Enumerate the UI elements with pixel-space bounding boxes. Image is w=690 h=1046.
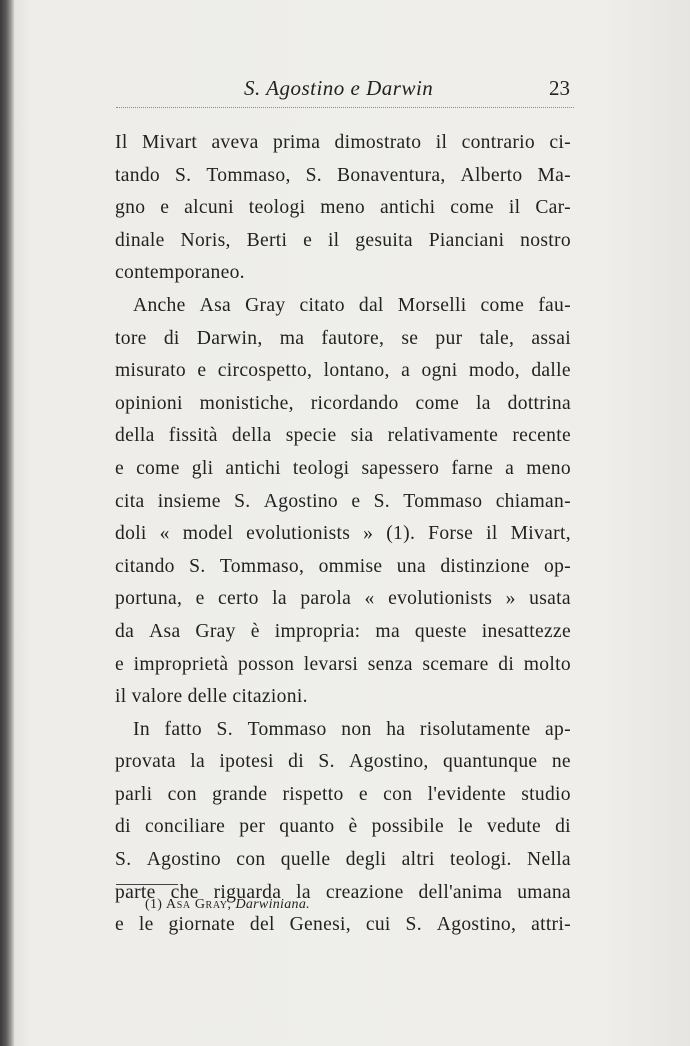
- text-line: opinioni monistiche, ricordando come la dottrina: [115, 392, 571, 414]
- body-text: [115, 127, 571, 942]
- text-line: gno e alcuni teologi meno antichi come il Car-: [115, 197, 571, 219]
- text-line: e le giornate del Genesi, cui S. Agostino, attri-: [115, 914, 571, 936]
- text-line: cita insieme S. Agostino e S. Tommaso chiaman-: [115, 490, 571, 512]
- text-line: tore di Darwin, ma fautore, se pur tale, assai: [115, 327, 571, 349]
- text-line: parte che riguarda la creazione dell'anima umana: [115, 881, 571, 903]
- text-line: In fatto S. Tommaso non ha risolutamente ap-: [133, 718, 571, 740]
- footnote: [145, 897, 310, 913]
- text-line: portuna, e certo la parola « evolutionists » usata: [115, 588, 571, 610]
- text-line: di conciliare per quanto è possibile le vedute di: [115, 816, 571, 838]
- text-line: parli con grande rispetto e con l'evidente studio: [115, 783, 571, 805]
- text-line: dinale Noris, Berti e il gesuita Pianciani nostro: [115, 229, 571, 251]
- footnote-marker: (1): [145, 897, 163, 912]
- page-header: [114, 74, 574, 106]
- text-line: da Asa Gray è impropria: ma queste inesattezze: [115, 620, 571, 642]
- book-spine-shadow: [0, 0, 14, 1046]
- text-line: e improprietà posson levarsi senza scemare di molto: [115, 653, 571, 675]
- text-line: Anche Asa Gray citato dal Morselli come fau-: [133, 294, 571, 316]
- text-line: contemporaneo.: [115, 262, 245, 284]
- text-line: il valore delle citazioni.: [115, 686, 308, 708]
- text-line: citando S. Tommaso, ommise una distinzione op-: [115, 555, 571, 577]
- text-line: S. Agostino con quelle degli altri teologi. Nella: [115, 849, 571, 871]
- text-line: e come gli antichi teologi sapessero farne a meno: [115, 457, 571, 479]
- footnote-work: Darwiniana.: [235, 897, 310, 912]
- header-rule: [116, 107, 574, 108]
- text-line: della fissità della specie sia relativamente recente: [115, 425, 571, 447]
- text-line: tando S. Tommaso, S. Bonaventura, Alberto Ma-: [115, 164, 571, 186]
- text-line: misurato e circospetto, lontano, a ogni modo, dalle: [115, 360, 571, 382]
- footnote-author: Asa Gray,: [166, 897, 232, 912]
- text-line: doli « model evolutionists » (1). Forse il Mivart,: [115, 523, 571, 545]
- footnote-rule: [116, 884, 178, 885]
- running-title: S. Agostino e Darwin: [244, 76, 434, 100]
- page-number: 23: [549, 76, 570, 100]
- text-line: Il Mivart aveva prima dimostrato il contrario ci-: [115, 132, 571, 153]
- text-line: provata la ipotesi di S. Agostino, quantunque ne: [115, 751, 571, 773]
